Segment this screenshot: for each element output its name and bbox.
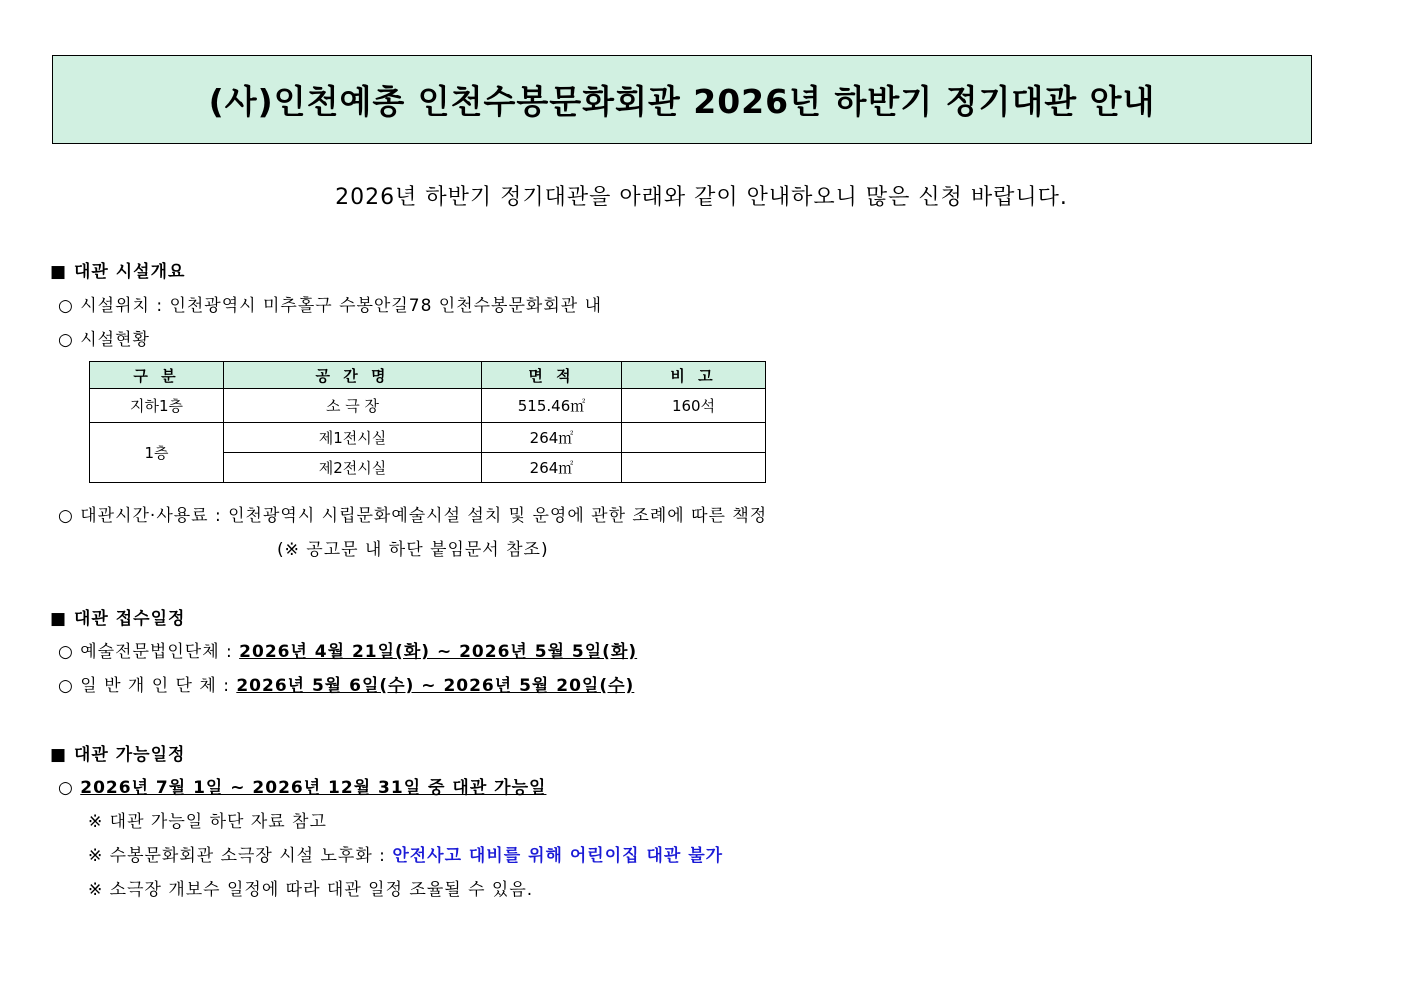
table-cell: 515.46㎡ bbox=[482, 389, 622, 423]
table-header-cell: 비 고 bbox=[622, 362, 766, 389]
table-cell: 소 극 장 bbox=[224, 389, 482, 423]
table-header-cell: 면 적 bbox=[482, 362, 622, 389]
table-header-cell: 공 간 명 bbox=[224, 362, 482, 389]
table-cell: 제1전시실 bbox=[224, 423, 482, 453]
title-box bbox=[52, 55, 1312, 144]
schedule-dates: 2026년 4월 21일(화) ~ 2026년 5월 5일(화) bbox=[239, 642, 638, 662]
schedule-item-general bbox=[58, 671, 634, 696]
table-cell: 1층 bbox=[90, 423, 224, 483]
table-row bbox=[90, 389, 766, 423]
section-available-heading: ■ 대관 가능일정 bbox=[50, 745, 186, 765]
schedule-label: ○ 일 반 개 인 단 체 : bbox=[58, 676, 237, 696]
table-cell: 제2전시실 bbox=[224, 453, 482, 483]
schedule-item-professional bbox=[58, 637, 637, 662]
available-note-3: ※ 소극장 개보수 일정에 따라 대관 일정 조율될 수 있음. bbox=[88, 880, 534, 900]
available-bullet: ○ bbox=[58, 778, 81, 798]
table-cell bbox=[622, 453, 766, 483]
facility-status-label: ○ 시설현황 bbox=[58, 330, 150, 350]
intro-text: 2026년 하반기 정기대관을 아래와 같이 안내하오니 많은 신청 바랍니다. bbox=[335, 185, 1068, 210]
available-note-2 bbox=[88, 841, 723, 866]
facility-table bbox=[89, 361, 766, 483]
facility-hours-note: (※ 공고문 내 하단 붙임문서 참조) bbox=[277, 540, 549, 560]
schedule-dates: 2026년 5월 6일(수) ~ 2026년 5월 20일(수) bbox=[236, 676, 635, 696]
table-cell: 지하1층 bbox=[90, 389, 224, 423]
available-period bbox=[58, 773, 546, 798]
table-cell: 264㎡ bbox=[482, 423, 622, 453]
table-cell: 160석 bbox=[622, 389, 766, 423]
facility-location: ○ 시설위치 : 인천광역시 미추홀구 수봉안길78 인천수봉문화회관 내 bbox=[58, 296, 602, 316]
section-schedule-heading: ■ 대관 접수일정 bbox=[50, 609, 186, 629]
note-prefix: ※ 수봉문화회관 소극장 시설 노후화 : bbox=[88, 846, 393, 866]
available-note-1: ※ 대관 가능일 하단 자료 참고 bbox=[88, 812, 327, 832]
table-cell bbox=[622, 423, 766, 453]
table-row bbox=[90, 423, 766, 453]
facility-hours: ○ 대관시간·사용료 : 인천광역시 시립문화예술시설 설치 및 운영에 관한 조례에 따른 책정 bbox=[58, 506, 768, 526]
schedule-label: ○ 예술전문법인단체 : bbox=[58, 642, 240, 662]
note-highlight: 안전사고 대비를 위해 어린이집 대관 불가 bbox=[392, 846, 724, 866]
available-dates: 2026년 7월 1일 ~ 2026년 12월 31일 중 대관 가능일 bbox=[80, 778, 547, 798]
section-facility-heading: ■ 대관 시설개요 bbox=[50, 262, 186, 282]
table-cell: 264㎡ bbox=[482, 453, 622, 483]
table-header-row bbox=[90, 362, 766, 389]
page-title: (사)인천예총 인천수봉문화회관 2026년 하반기 정기대관 안내 bbox=[208, 82, 1156, 121]
table-header-cell: 구 분 bbox=[90, 362, 224, 389]
